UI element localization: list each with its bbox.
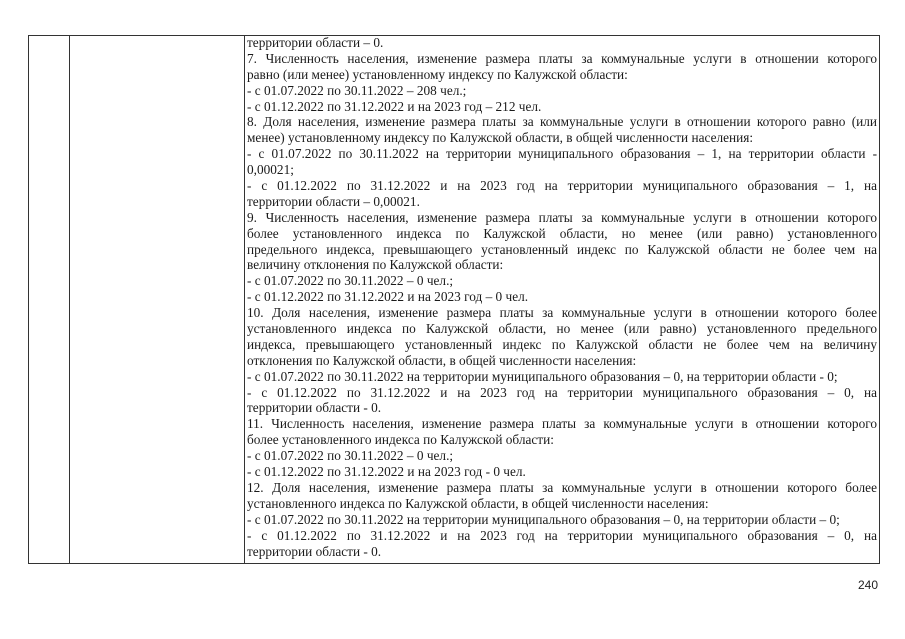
text-line: - с 01.12.2022 по 31.12.2022 и на 2023 год – 212 чел. xyxy=(247,98,542,114)
text-line: - с 01.12.2022 по 31.12.2022 и на 2023 год – 0 чел. xyxy=(247,289,529,305)
column-divider-2 xyxy=(244,36,245,563)
text-line: равно (или менее) установленному индексу по Калужской области: xyxy=(247,66,628,82)
text-line: величину отклонения по Калужской области: xyxy=(247,257,504,273)
text-line: 12. Доля населения, изменение размера платы за коммунальные услуги в отношении которого более xyxy=(247,479,877,495)
text-line: - с 01.12.2022 по 31.12.2022 и на 2023 год на территории муниципального образования – 1, на xyxy=(247,178,877,194)
text-line: 8. Доля населения, изменение размера платы за коммунальные услуги в отношении которого равно (или xyxy=(247,114,877,130)
table-cell-text xyxy=(247,35,877,559)
text-line: установленного индекса по Калужской области, но менее (или равно) установленного предельного xyxy=(247,321,877,337)
text-line: отклонения по Калужской области, в общей численности населения: xyxy=(247,352,637,368)
text-line: более установленного индекса по Калужской области, но менее (или равно) установленного xyxy=(247,225,877,241)
text-line: - с 01.12.2022 по 31.12.2022 и на 2023 год на территории муниципального образования – 0, на xyxy=(247,384,877,400)
text-line: территории области – 0. xyxy=(247,35,384,50)
text-line: более установленного индекса по Калужской области: xyxy=(247,432,554,448)
text-line: территории области – 0,00021. xyxy=(247,193,420,209)
page-number: 240 xyxy=(858,578,879,592)
column-divider-1 xyxy=(69,36,70,563)
text-line: установленного индекса по Калужской области, в общей численности населения: xyxy=(247,495,709,511)
text-line: территории области - 0. xyxy=(247,400,382,416)
text-line: менее) установленному индексу по Калужской области, в общей численности населения: xyxy=(247,130,754,146)
text-line: - с 01.07.2022 по 30.11.2022 на территории муниципального образования – 0, на территории области - 0; xyxy=(247,368,838,384)
text-line: - с 01.07.2022 по 30.11.2022 – 208 чел.; xyxy=(247,82,467,98)
text-line: - с 01.07.2022 по 30.11.2022 – 0 чел.; xyxy=(247,273,454,289)
text-line: - с 01.12.2022 по 31.12.2022 и на 2023 год - 0 чел. xyxy=(247,464,526,480)
text-line: предельного индекса, превышающего установленный индекс по Калужской области не более чем на xyxy=(247,241,877,257)
text-line: - с 01.07.2022 по 30.11.2022 – 0 чел.; xyxy=(247,448,454,464)
text-line: индекса, превышающего установленный индекс по Калужской области не более чем на величину xyxy=(247,336,877,352)
text-line: - с 01.12.2022 по 31.12.2022 и на 2023 год на территории муниципального образования – 0, на xyxy=(247,527,877,543)
text-line: - с 01.07.2022 по 30.11.2022 на территории муниципального образования – 1, на территории области - xyxy=(247,146,877,162)
text-line: 0,00021; xyxy=(247,162,294,178)
text-line: 10. Доля населения, изменение размера платы за коммунальные услуги в отношении которого более xyxy=(247,305,877,321)
text-line: 9. Численность населения, изменение размера платы за коммунальные услуги в отношении которого xyxy=(247,209,877,225)
text-line: 11. Численность населения, изменение размера платы за коммунальные услуги в отношении которого xyxy=(247,416,877,432)
text-line: 7. Численность населения, изменение размера платы за коммунальные услуги в отношении которого xyxy=(247,50,877,66)
text-line: - с 01.07.2022 по 30.11.2022 на территории муниципального образования – 0, на территории области – 0; xyxy=(247,511,840,527)
text-line: территории области - 0. xyxy=(247,543,382,559)
